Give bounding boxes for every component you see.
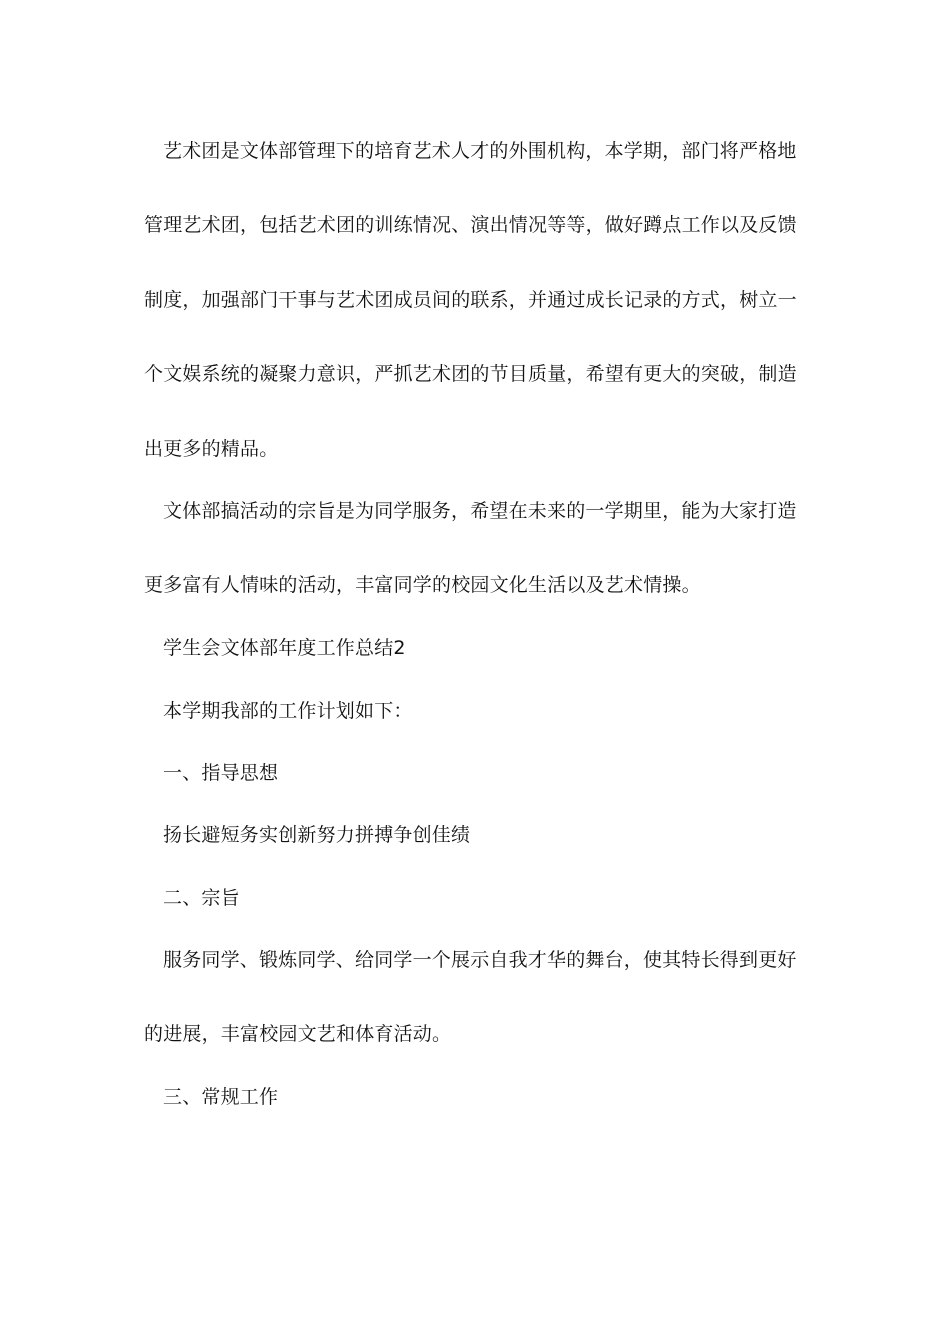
- section-heading: 三、常规工作: [163, 1086, 279, 1108]
- section-heading: 一、指导思想: [163, 762, 279, 784]
- paragraph-line: 出更多的精品。: [144, 438, 279, 460]
- paragraph-line: 艺术团是文体部管理下的培育艺术人才的外围机构，本学期，部门将严格地: [163, 140, 797, 162]
- paragraph-line: 文体部搞活动的宗旨是为同学服务，希望在未来的一学期里，能为大家打造: [163, 500, 797, 522]
- paragraph-line: 制度，加强部门干事与艺术团成员间的联系，并通过成长记录的方式，树立一: [144, 289, 797, 311]
- paragraph-line: 本学期我部的工作计划如下：: [163, 700, 413, 722]
- section-title: 学生会文体部年度工作总结2: [163, 637, 406, 659]
- section-heading: 二、宗旨: [163, 887, 240, 909]
- paragraph-line: 个文娱系统的凝聚力意识，严抓艺术团的节目质量，希望有更大的突破，制造: [144, 363, 797, 385]
- paragraph-line: 更多富有人情味的活动，丰富同学的校园文化生活以及艺术情操。: [144, 574, 701, 596]
- paragraph-line: 的进展，丰富校园文艺和体育活动。: [144, 1023, 452, 1045]
- paragraph-line: 扬长避短务实创新努力拼搏争创佳绩: [163, 824, 471, 846]
- paragraph-line: 管理艺术团，包括艺术团的训练情况、演出情况等等，做好蹲点工作以及反馈: [144, 214, 797, 236]
- paragraph-line: 服务同学、锻炼同学、给同学一个展示自我才华的舞台，使其特长得到更好: [163, 949, 797, 971]
